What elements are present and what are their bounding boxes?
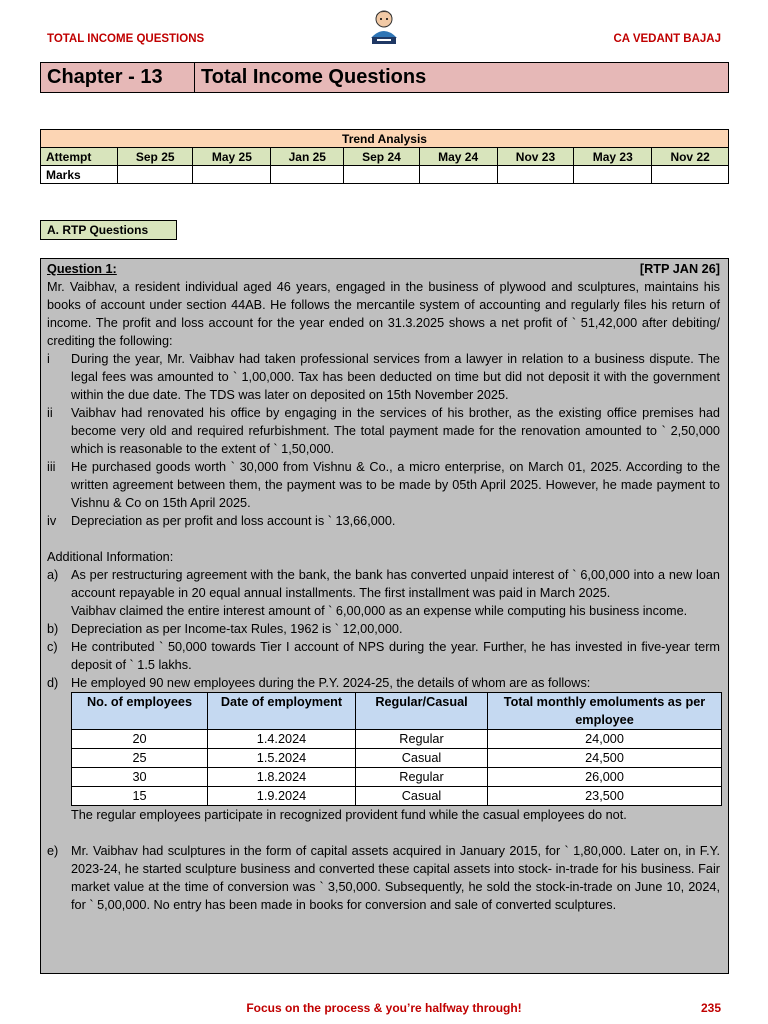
list-item <box>47 512 720 530</box>
table-cell: 23,500 <box>488 787 722 806</box>
list-item-text: Vaibhav had renovated his office by engaging in the services of his brother, as the existing office premises had become very old and required refurbishment. The total payment made for the renovation amounted to ` 2,50,000 which is reasonable to the extent of ` 1,50,000. <box>71 406 720 456</box>
trend-header-cell: Sep 25 <box>118 148 193 166</box>
trend-header-cell: Sep 24 <box>344 148 419 166</box>
trend-analysis-table <box>40 129 729 184</box>
list-item-text: As per restructuring agreement with the bank, the bank has converted unpaid interest of ` 6,00,000 into a new loan account repayable in 20 equal annual installments. The first installment was paid in March 2025. <box>71 568 720 600</box>
spacer <box>47 530 720 548</box>
table-cell: 1.4.2024 <box>208 730 356 749</box>
list-item-text: Depreciation as per Income-tax Rules, 1962 is ` 12,00,000. <box>71 622 403 636</box>
trend-marks-cell <box>344 166 419 184</box>
table-row <box>72 768 722 787</box>
table-row <box>72 787 722 806</box>
list-item <box>47 566 720 602</box>
additional-heading: Additional Information: <box>47 550 174 564</box>
trend-header-cell: Nov 22 <box>652 148 729 166</box>
table-cell: 1.8.2024 <box>208 768 356 787</box>
employee-table <box>71 692 722 806</box>
spacer <box>47 824 720 842</box>
list-item-text: He purchased goods worth ` 30,000 from Vishnu & Co., a micro enterprise, on March 01, 2025. According to the written agreement between them, the payment was to be made by 05th April 2025. However, he made payment to Vishnu & Co on 15th April 2025. <box>71 460 720 510</box>
table-cell: 26,000 <box>488 768 722 787</box>
header-right-author: CA VEDANT BAJAJ <box>613 33 721 45</box>
trend-header-cell: Jan 25 <box>271 148 344 166</box>
header-left-title: TOTAL INCOME QUESTIONS <box>47 33 205 45</box>
table-cell: 25 <box>72 749 208 768</box>
trend-marks-cell <box>419 166 497 184</box>
trend-marks-label: Marks <box>41 166 118 184</box>
list-item-text: He employed 90 new employees during the P.Y. 2024-25, the details of whom are as follows: <box>71 676 591 690</box>
list-item <box>47 674 720 692</box>
question-intro: Mr. Vaibhav, a resident individual aged 46 years, engaged in the business of plywood and sculptures, maintains his books of account under section 44AB. He follows the mercantile system of accounting and regularly files his return of income. The profit and loss account for the year ended on 31.3.2025 shows a net profit of ` 51,42,000 after debiting/ crediting the following: <box>47 280 720 348</box>
page-number: 235 <box>700 1001 721 1015</box>
trend-header-cell: Attempt <box>41 148 118 166</box>
trend-header-cell: May 23 <box>574 148 652 166</box>
list-item-number: i <box>47 352 50 366</box>
trend-header-cell: May 25 <box>193 148 271 166</box>
trend-marks-cell <box>574 166 652 184</box>
table-row <box>72 749 722 768</box>
chapter-title: Total Income Questions <box>201 66 427 88</box>
trend-marks-cell <box>271 166 344 184</box>
list-item-text: Mr. Vaibhav had sculptures in the form of capital assets acquired in January 2015, for ` 1,80,000. Later on, in F.Y. 2023-24, he started sculpture business and converted these capital assets into stock- in-trade for his business. Fair market value at the time of conversion was ` 3,50,000. Subsequently, he sold the stock-in-trade on June 10, 2024, for ` 5,00,000. No entry has been made in books for conversion and sale of converted sculptures. <box>71 844 720 912</box>
trend-header-cell: May 24 <box>419 148 497 166</box>
table-cell: 1.9.2024 <box>208 787 356 806</box>
list-item-text: During the year, Mr. Vaibhav had taken professional services from a lawyer in relation to a business dispute. The legal fees was amounted to ` 1,00,000. Tax has been deducted on time but did not deposit it with the government within the due date. The TDS was later on deposited on 15th November 2025. <box>71 352 720 402</box>
list-item-number: ii <box>47 406 53 420</box>
list-item-number: c) <box>47 640 58 654</box>
trend-marks-cell <box>118 166 193 184</box>
list-item-text: He contributed ` 50,000 towards Tier I account of NPS during the year. Further, he has invested in five-year term deposit of ` 1.5 lakhs. <box>71 640 720 672</box>
list-item <box>47 620 720 638</box>
trend-title: Trend Analysis <box>41 130 729 148</box>
table-row <box>72 730 722 749</box>
list-item-number: a) <box>47 568 59 582</box>
section-label: A. RTP Questions <box>40 220 177 240</box>
list-item-number: e) <box>47 844 59 858</box>
list-item <box>47 458 720 512</box>
chapter-number: Chapter - 13 <box>41 63 195 92</box>
table-cell: Regular <box>356 768 488 787</box>
mascot-logo-icon <box>364 8 404 46</box>
list-item <box>47 350 720 404</box>
list-item <box>47 638 720 674</box>
chapter-title-bar <box>40 62 729 93</box>
list-item-text: Depreciation as per profit and loss account is ` 13,66,000. <box>71 514 396 528</box>
list-item-number: b) <box>47 622 59 636</box>
footer-motto: Focus on the process & you’re halfway through! <box>246 1001 522 1015</box>
list-item <box>47 842 720 914</box>
table-header-cell: Date of employment <box>208 693 356 730</box>
list-item-extra: Vaibhav claimed the entire interest amount of ` 6,00,000 as an expense while computing his business income. <box>71 604 688 618</box>
table-cell: 15 <box>72 787 208 806</box>
table-cell: Casual <box>356 749 488 768</box>
table-note: The regular employees participate in recognized provident fund while the casual employees do not. <box>71 808 627 822</box>
trend-marks-cell <box>193 166 271 184</box>
table-cell: 20 <box>72 730 208 749</box>
question-box <box>40 258 729 974</box>
table-cell: Casual <box>356 787 488 806</box>
trend-header-cell: Nov 23 <box>497 148 574 166</box>
list-item-number: iv <box>47 514 57 528</box>
table-header-cell: Regular/Casual <box>356 693 488 730</box>
list-item-number: iii <box>47 460 56 474</box>
list-item-number: d) <box>47 676 59 690</box>
table-cell: 24,000 <box>488 730 722 749</box>
table-header-cell: No. of employees <box>72 693 208 730</box>
table-header-cell: Total monthly emoluments as per employee <box>488 693 722 730</box>
table-cell: 30 <box>72 768 208 787</box>
question-tag: [RTP JAN 26] <box>639 262 720 276</box>
table-cell: 1.5.2024 <box>208 749 356 768</box>
table-cell: Regular <box>356 730 488 749</box>
question-label: Question 1: <box>47 262 117 276</box>
trend-marks-cell <box>497 166 574 184</box>
trend-marks-cell <box>652 166 729 184</box>
question-header <box>47 260 720 278</box>
table-cell: 24,500 <box>488 749 722 768</box>
list-item <box>47 404 720 458</box>
